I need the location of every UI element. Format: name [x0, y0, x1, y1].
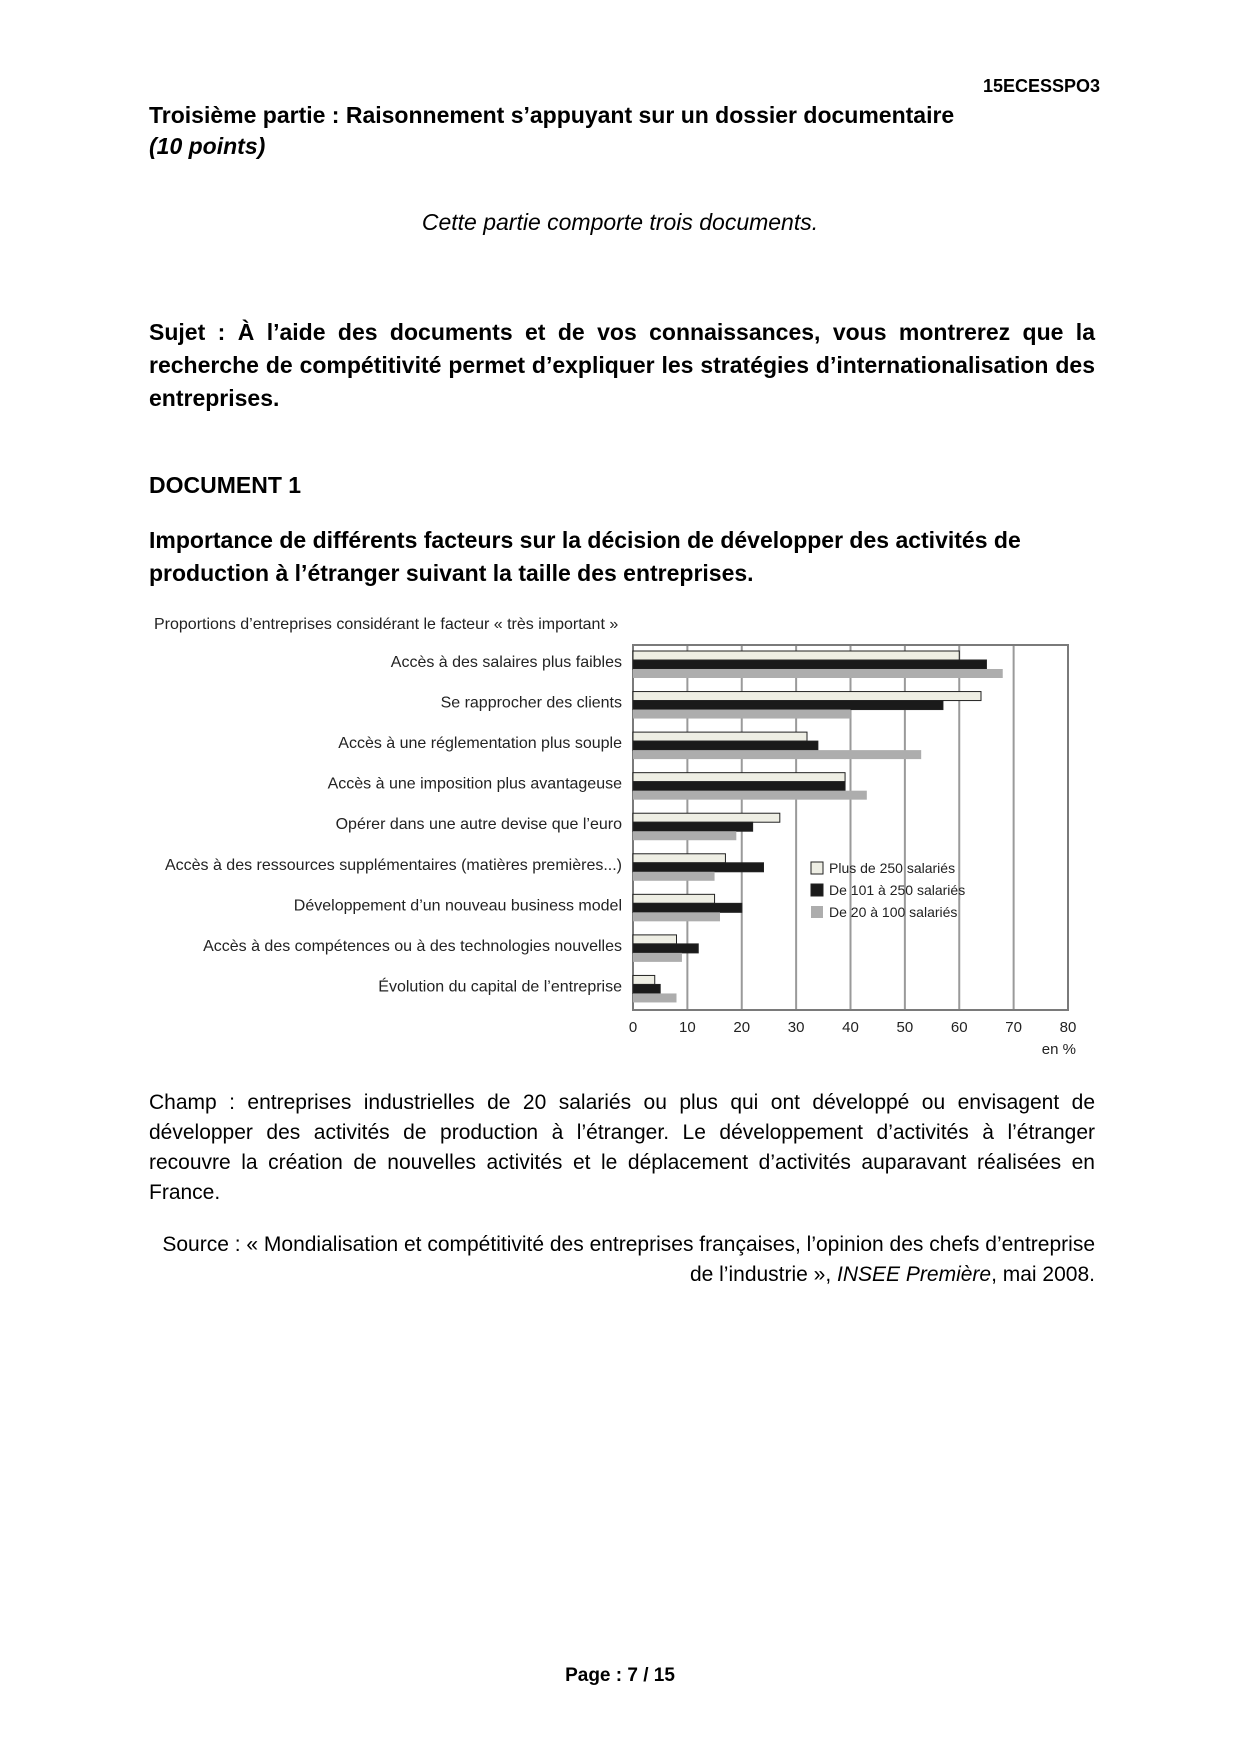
document-code: 15ECESSPO3 [982, 76, 1100, 96]
x-tick-label: 10 [679, 1019, 696, 1036]
bar [633, 872, 715, 881]
legend-swatch [811, 884, 823, 896]
bar [633, 741, 818, 750]
source-prefix: Source : « Mondialisation et compétitivité des entreprises françaises, l’opinion des chefs d’entreprise de l’industrie », [162, 1233, 1095, 1286]
bar [633, 854, 725, 863]
category-label: Accès à des salaires plus faibles [390, 654, 622, 671]
category-label: Accès à une imposition plus avantageuse [327, 775, 622, 793]
category-label: Accès à des compétences ou à des technologies nouvelles [203, 937, 622, 955]
page-number: Page : 7 / 15 [565, 1665, 675, 1686]
bar [633, 863, 764, 872]
category-label: Accès à des ressources supplémentaires (matières premières...) [164, 856, 622, 874]
subject-text: Sujet : À l’aide des documents et de vos connaissances, vous montrerez que la recherche de compétitivité permet d’expliquer les stratégies d’internationalisation des entreprises. [149, 319, 1095, 411]
x-tick-label: 0 [628, 1019, 638, 1036]
category-label: Développement d’un nouveau business model [293, 897, 622, 915]
champ-text: Champ : entreprises industrielles de 20 salariés ou plus qui ont développé ou envisagent de développer des activités de production à l’étranger. Le développement d’activités à l’étranger recouvre la création de nouvelles activités et le déplacement d’activités auparavant réalisées en France. [149, 1091, 1095, 1204]
source-publication: INSEE Première [837, 1263, 992, 1286]
legend-swatch [811, 906, 823, 918]
legend-swatch [811, 862, 823, 874]
bar [633, 813, 780, 822]
bar [633, 750, 921, 759]
bar [633, 975, 655, 984]
bar [633, 732, 807, 741]
category-label: Opérer dans une autre devise que l’euro [335, 816, 622, 834]
x-tick-label: 40 [842, 1019, 859, 1036]
bar [633, 903, 742, 912]
bar [633, 782, 845, 791]
part-title-text: Troisième partie : Raisonnement s’appuyant sur un dossier documentaire [149, 102, 955, 128]
chart-container [140, 610, 1100, 1070]
document-title: Importance de différents facteurs sur la décision de développer des activités de production à l’étranger suivant la taille des entreprises. [149, 527, 1021, 586]
bar [633, 912, 720, 921]
bar [633, 701, 943, 710]
bar [633, 935, 677, 944]
x-tick-label: 70 [1005, 1019, 1022, 1036]
bar [633, 660, 986, 669]
document-label: DOCUMENT 1 [149, 472, 302, 498]
x-tick-label: 60 [950, 1019, 968, 1036]
part-points: (10 points) [149, 133, 266, 159]
x-tick-label: 80 [1059, 1019, 1077, 1036]
intro-text: Cette partie comporte trois documents. [421, 209, 819, 235]
category-label: Accès à une réglementation plus souple [338, 735, 622, 753]
bar-chart [140, 610, 1100, 1070]
bar [633, 773, 845, 782]
bar [633, 669, 1003, 678]
bar [633, 993, 677, 1002]
legend-label: De 20 à 100 salariés [829, 904, 958, 920]
bar [633, 953, 682, 962]
source-citation [149, 1230, 1095, 1290]
x-tick-label: 50 [896, 1019, 914, 1036]
part-title [149, 100, 1099, 162]
x-tick-label: 20 [733, 1019, 751, 1036]
source-suffix: , mai 2008. [991, 1263, 1095, 1286]
bar [633, 791, 867, 800]
bar [633, 831, 736, 840]
category-label: Se rapprocher des clients [440, 694, 622, 712]
bar [633, 894, 715, 903]
bar [633, 692, 981, 701]
bar [633, 822, 753, 831]
bar [633, 710, 851, 719]
bar [633, 651, 959, 660]
category-label: Évolution du capital de l’entreprise [378, 978, 622, 996]
bar [633, 984, 660, 993]
x-unit-label: en % [1041, 1041, 1076, 1058]
legend-label: Plus de 250 salariés [829, 860, 956, 876]
legend-label: De 101 à 250 salariés [829, 882, 966, 898]
chart-title: Proportions d’entreprises considérant le facteur « très important » [154, 616, 619, 633]
bar [633, 944, 698, 953]
x-tick-label: 30 [787, 1019, 805, 1036]
